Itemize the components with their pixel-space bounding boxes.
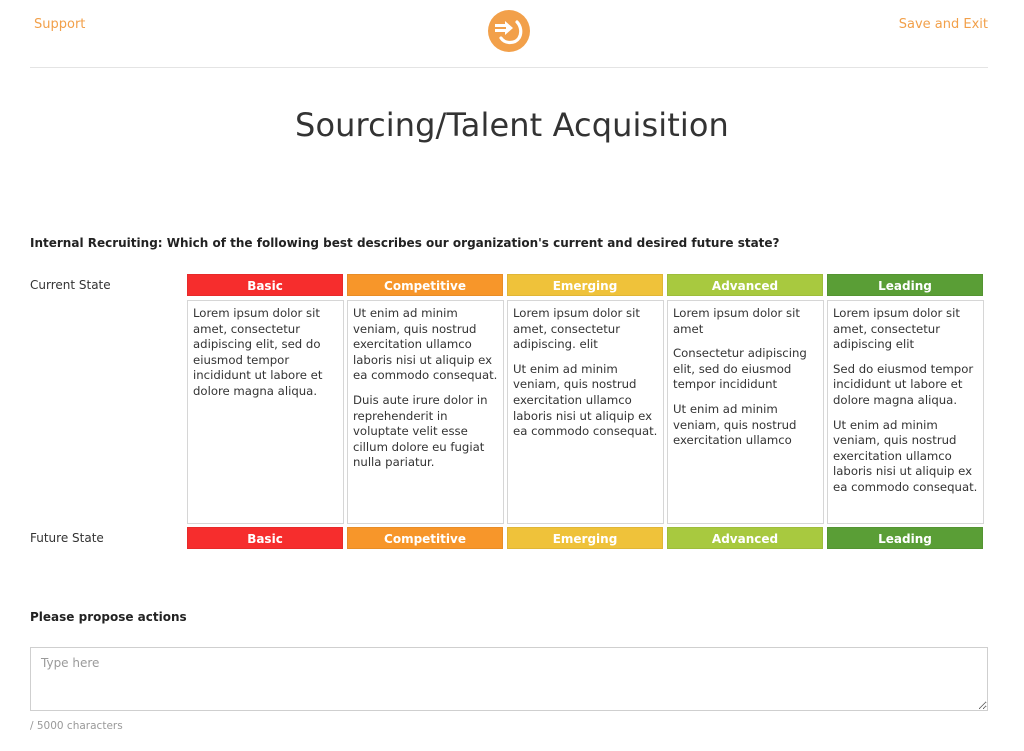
future-level-basic-button[interactable]: Basic bbox=[187, 527, 343, 549]
circle-arrow-logo-icon[interactable] bbox=[486, 8, 530, 54]
character-count: / 5000 characters bbox=[30, 720, 123, 732]
page-title: Sourcing/Talent Acquisition bbox=[295, 106, 729, 144]
support-link[interactable]: Support bbox=[34, 17, 86, 32]
description-advanced bbox=[667, 300, 824, 524]
current-level-advanced-button[interactable]: Advanced bbox=[667, 274, 823, 296]
description-emerging bbox=[507, 300, 664, 524]
current-level-competitive-button[interactable]: Competitive bbox=[347, 274, 503, 296]
description-paragraph: Consectetur adipiscing elit, sed do eiusmod tempor incididunt bbox=[673, 346, 807, 392]
question-text: Internal Recruiting: Which of the following best describes our organization's current and desired future state? bbox=[30, 236, 780, 250]
current-level-leading-button[interactable]: Leading bbox=[827, 274, 983, 296]
description-paragraph: Sed do eiusmod tempor incididunt ut labore et dolore magna aliqua. bbox=[833, 361, 974, 407]
current-state-label: Current State bbox=[30, 278, 111, 292]
description-paragraph: Lorem ipsum dolor sit amet, consectetur adipiscing elit bbox=[833, 306, 960, 352]
save-and-exit-link[interactable]: Save and Exit bbox=[898, 17, 988, 32]
current-level-emerging-button[interactable]: Emerging bbox=[507, 274, 663, 296]
description-competitive bbox=[347, 300, 504, 524]
description-paragraph: Ut enim ad minim veniam, quis nostrud exercitation ullamco laboris nisi ut aliquip ex ea commodo consequat. bbox=[353, 306, 498, 383]
current-level-basic-button[interactable]: Basic bbox=[187, 274, 343, 296]
description-paragraph: Ut enim ad minim veniam, quis nostrud exercitation ullamco laboris nisi ut aliquip ex ea commodo consequat. bbox=[513, 361, 658, 439]
description-paragraph: Lorem ipsum dolor sit amet bbox=[673, 306, 800, 336]
description-paragraph: Lorem ipsum dolor sit amet, consectetur adipiscing. elit bbox=[513, 306, 640, 352]
future-state-label: Future State bbox=[30, 531, 104, 545]
future-level-emerging-button[interactable]: Emerging bbox=[507, 527, 663, 549]
description-paragraph: Duis aute irure dolor in reprehenderit in voluptate velit esse cillum dolore eu fugiat nulla pariatur. bbox=[353, 392, 488, 470]
future-level-leading-button[interactable]: Leading bbox=[827, 527, 983, 549]
description-paragraph: Ut enim ad minim veniam, quis nostrud exercitation ullamco laboris nisi ut aliquip ex ea commodo consequat. bbox=[833, 417, 978, 494]
propose-actions-textarea[interactable] bbox=[30, 647, 988, 711]
top-header bbox=[30, 0, 988, 68]
future-level-advanced-button[interactable]: Advanced bbox=[667, 527, 823, 549]
description-leading bbox=[827, 300, 984, 524]
description-paragraph: Ut enim ad minim veniam, quis nostrud exercitation ullamco bbox=[673, 401, 797, 448]
description-paragraph: Lorem ipsum dolor sit amet, consectetur adipiscing elit, sed do eiusmod tempor incididunt ut labore et dolore magna aliqua. bbox=[193, 306, 323, 398]
future-level-competitive-button[interactable]: Competitive bbox=[347, 527, 503, 549]
propose-actions-label: Please propose actions bbox=[30, 610, 187, 624]
description-basic bbox=[187, 300, 344, 524]
